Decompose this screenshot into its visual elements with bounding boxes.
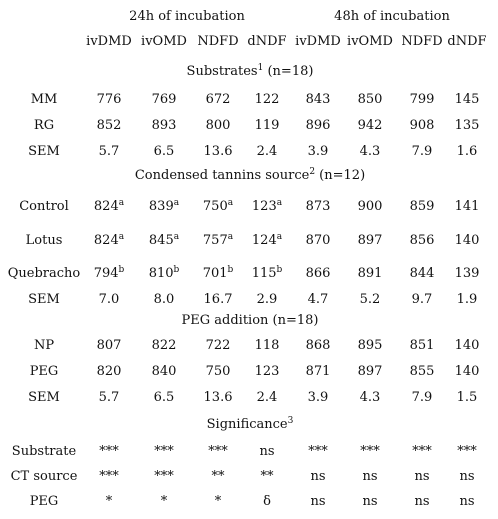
table-cell: 895 xyxy=(357,338,383,353)
table-cell: 855 xyxy=(409,364,435,379)
table-cell: 7.0 xyxy=(98,292,120,307)
table-cell: 2.9 xyxy=(256,292,278,307)
section-title: Significance$^3$ xyxy=(206,416,294,432)
table-cell: δ xyxy=(263,494,271,509)
table-cell: ns xyxy=(414,469,430,484)
table-cell: 824$^a$ xyxy=(93,232,125,248)
table-cell: 810$^b$ xyxy=(148,265,180,281)
row-label: Substrate xyxy=(11,444,77,459)
row-label: SEM xyxy=(28,144,60,159)
table-cell: 851 xyxy=(409,338,435,353)
table-cell: ns xyxy=(459,494,475,509)
table-cell: * xyxy=(105,494,113,509)
table-cell: 896 xyxy=(305,118,331,133)
column-header: ivOMD xyxy=(141,34,187,49)
table-cell: ns xyxy=(414,494,430,509)
table-cell: 820 xyxy=(96,364,122,379)
table-cell: 141 xyxy=(454,199,480,214)
table-cell: 840 xyxy=(151,364,177,379)
table-cell: 769 xyxy=(151,92,177,107)
table-cell: 4.3 xyxy=(359,390,381,405)
table-cell: * xyxy=(160,494,168,509)
table-cell: 124$^a$ xyxy=(251,232,283,248)
table-cell: 16.7 xyxy=(203,292,233,307)
table-cell: 839$^a$ xyxy=(148,198,180,214)
table-cell: 868 xyxy=(305,338,331,353)
row-label: MM xyxy=(30,92,58,107)
row-label: PEG xyxy=(29,494,59,509)
table-cell: 140 xyxy=(454,233,480,248)
table-cell: *** xyxy=(154,444,174,459)
table-cell: 6.5 xyxy=(153,144,175,159)
table-cell: 5.7 xyxy=(98,144,120,159)
table-cell: 4.7 xyxy=(307,292,329,307)
table-cell: 845$^a$ xyxy=(148,232,180,248)
table-cell: 750 xyxy=(205,364,231,379)
table-cell: *** xyxy=(360,444,380,459)
row-label: PEG xyxy=(29,364,59,379)
row-label: CT source xyxy=(10,469,78,484)
table-cell: 1.6 xyxy=(456,144,478,159)
table-cell: 794$^b$ xyxy=(93,265,125,281)
row-label: RG xyxy=(33,118,55,133)
table-cell: 3.9 xyxy=(307,144,329,159)
header-group-24h: 24h of incubation xyxy=(129,9,245,24)
header-group-48h: 48h of incubation xyxy=(334,9,450,24)
table-cell: ** xyxy=(260,469,274,484)
table-cell: 8.0 xyxy=(153,292,175,307)
row-label: Control xyxy=(19,199,69,214)
table-cell: 139 xyxy=(454,266,480,281)
column-header: dNDF xyxy=(247,34,287,49)
table-cell: *** xyxy=(457,444,477,459)
table-cell: *** xyxy=(308,444,328,459)
table-cell: *** xyxy=(154,469,174,484)
table-cell: ns xyxy=(362,494,378,509)
table-cell: 859 xyxy=(409,199,435,214)
table-cell: 123 xyxy=(254,364,280,379)
table-cell: 122 xyxy=(254,92,280,107)
table-cell: 13.6 xyxy=(203,144,233,159)
section-title: PEG addition (n=18) xyxy=(181,313,319,328)
table-cell: 799 xyxy=(409,92,435,107)
table-cell: 115$^b$ xyxy=(251,265,283,281)
table-cell: 908 xyxy=(409,118,435,133)
row-label: Quebracho xyxy=(7,266,81,281)
table-cell: 891 xyxy=(357,266,383,281)
row-label: NP xyxy=(33,338,55,353)
table-cell: 776 xyxy=(96,92,122,107)
table-cell: 750$^a$ xyxy=(202,198,234,214)
table-cell: 135 xyxy=(454,118,480,133)
table-cell: 870 xyxy=(305,233,331,248)
table-cell: 800 xyxy=(205,118,231,133)
table-cell: 824$^a$ xyxy=(93,198,125,214)
table-cell: 722 xyxy=(205,338,231,353)
table-cell: 757$^a$ xyxy=(202,232,234,248)
table-cell: 852 xyxy=(96,118,122,133)
row-label: Lotus xyxy=(25,233,63,248)
column-header: ivDMD xyxy=(86,34,132,49)
table-cell: 873 xyxy=(305,199,331,214)
table-cell: 4.3 xyxy=(359,144,381,159)
table-cell: ns xyxy=(310,494,326,509)
table-cell: *** xyxy=(412,444,432,459)
table-cell: 123$^a$ xyxy=(251,198,283,214)
table-cell: 1.5 xyxy=(456,390,478,405)
table-cell: 701$^b$ xyxy=(202,265,234,281)
table-cell: 807 xyxy=(96,338,122,353)
table-cell: 3.9 xyxy=(307,390,329,405)
table-cell: 5.2 xyxy=(359,292,381,307)
table-cell: 844 xyxy=(409,266,435,281)
table-cell: 118 xyxy=(254,338,280,353)
row-label: SEM xyxy=(28,292,60,307)
table-cell: 822 xyxy=(151,338,177,353)
table-cell: *** xyxy=(99,469,119,484)
table-cell: 942 xyxy=(357,118,383,133)
table-cell: 871 xyxy=(305,364,331,379)
column-header: dNDF xyxy=(447,34,487,49)
table-cell: *** xyxy=(99,444,119,459)
table-cell: 140 xyxy=(454,364,480,379)
table-cell: 1.9 xyxy=(456,292,478,307)
table-cell: 2.4 xyxy=(256,390,278,405)
table-cell: 7.9 xyxy=(411,144,433,159)
table-cell: 843 xyxy=(305,92,331,107)
column-header: NDFD xyxy=(197,34,239,49)
column-header: ivDMD xyxy=(295,34,341,49)
table-cell: 897 xyxy=(357,233,383,248)
table-cell: ns xyxy=(362,469,378,484)
table-cell: ns xyxy=(310,469,326,484)
table-cell: ** xyxy=(211,469,225,484)
table-cell: 5.7 xyxy=(98,390,120,405)
section-title: Substrates$^1$ (n=18) xyxy=(186,63,314,79)
table-cell: 856 xyxy=(409,233,435,248)
table-cell: 900 xyxy=(357,199,383,214)
table-cell: ns xyxy=(459,469,475,484)
table-cell: *** xyxy=(208,444,228,459)
table-cell: 866 xyxy=(305,266,331,281)
table-cell: 9.7 xyxy=(411,292,433,307)
table-cell: 897 xyxy=(357,364,383,379)
column-header: ivOMD xyxy=(347,34,393,49)
table-cell: 2.4 xyxy=(256,144,278,159)
table-cell: 140 xyxy=(454,338,480,353)
table-cell: 672 xyxy=(205,92,231,107)
section-title: Condensed tannins source$^2$ (n=12) xyxy=(134,167,366,183)
table-cell: 893 xyxy=(151,118,177,133)
table-cell: 6.5 xyxy=(153,390,175,405)
row-label: SEM xyxy=(28,390,60,405)
table-cell: 850 xyxy=(357,92,383,107)
table-cell: 145 xyxy=(454,92,480,107)
table-cell: 13.6 xyxy=(203,390,233,405)
column-header: NDFD xyxy=(401,34,443,49)
table-cell: ns xyxy=(259,444,275,459)
table-cell: 119 xyxy=(254,118,280,133)
table-cell: 7.9 xyxy=(411,390,433,405)
table-cell: * xyxy=(214,494,222,509)
